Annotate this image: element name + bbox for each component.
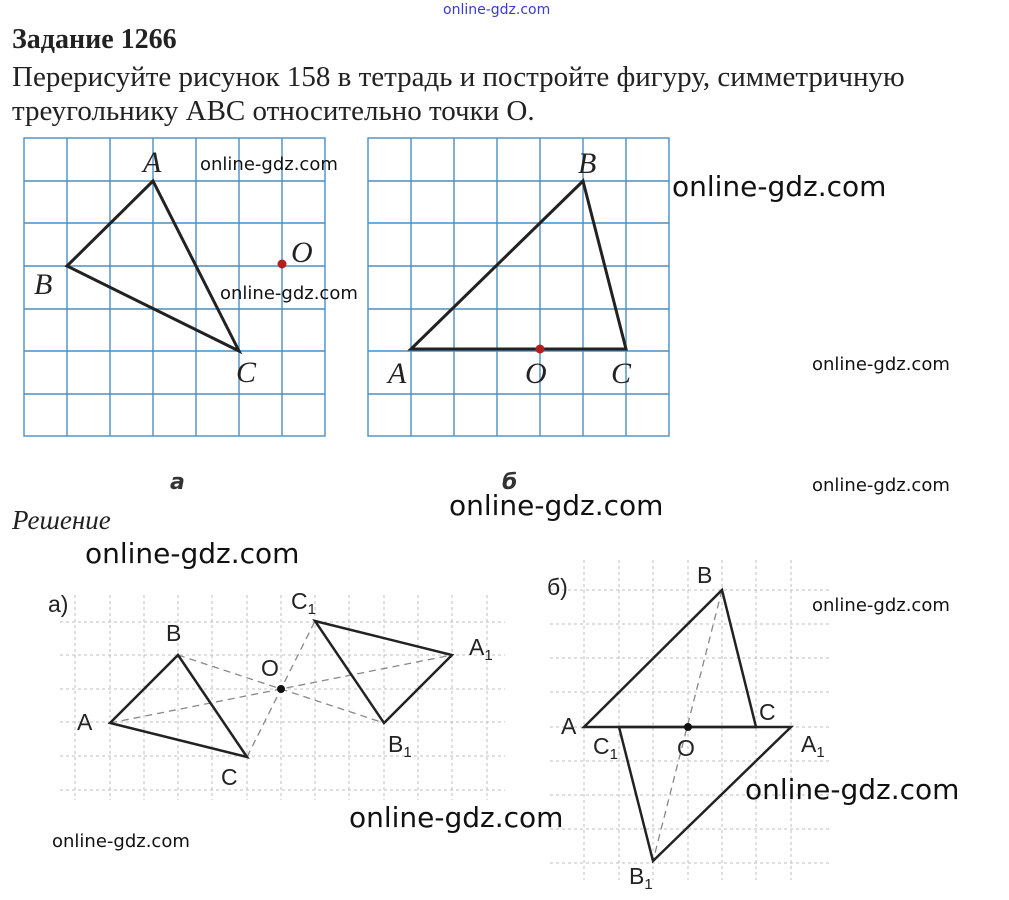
solution-b-label-b: B (697, 562, 713, 588)
figure-a-label-b: B (34, 268, 53, 301)
figure-b-point-o (536, 345, 545, 354)
solution-b-label-c: C (759, 699, 776, 725)
figure-a-label-c: C (236, 356, 257, 389)
solution-b-label-o: O (677, 735, 695, 761)
figure-b-grid (368, 138, 669, 436)
figure-b-triangle-abc (411, 181, 626, 349)
watermark: online-gdz.com (449, 489, 664, 522)
watermark: online-gdz.com (812, 595, 950, 616)
figure-b-label-b: B (578, 147, 597, 180)
solution-a-point-o (277, 685, 285, 693)
figure-b-label-o: O (525, 357, 547, 390)
solution-b-label-a: A (561, 713, 577, 739)
watermark: online-gdz.com (220, 283, 358, 304)
solution-a-label-a: A (77, 709, 93, 735)
solution-a-label-o: O (261, 655, 279, 681)
watermark: online-gdz.com (349, 801, 564, 834)
solution-b-point-o (684, 723, 692, 731)
solution-b-label-c1: $C_1$ (593, 733, 618, 763)
figure-b-caption: б (502, 470, 518, 495)
figure-a-label-a: A (143, 146, 162, 179)
solution-a-label-b1: $B_1$ (388, 731, 412, 761)
solution-a-tag: а) (48, 591, 69, 617)
figure-a-point-o (278, 260, 287, 269)
solution-label: Решение (12, 505, 111, 535)
watermark-top: online-gdz.com (443, 2, 551, 18)
solution-a-label-a1: $A_1$ (469, 634, 493, 664)
solution-a-label-c: C (221, 764, 238, 790)
solution-b-label-a1: $A_1$ (801, 731, 825, 761)
watermark: online-gdz.com (812, 475, 950, 496)
watermark: online-gdz.com (85, 537, 300, 570)
solution-a-label-b: B (166, 620, 182, 646)
solution-b-label-b1: $B_1$ (629, 863, 653, 893)
solution-a-grid (60, 595, 505, 800)
watermark: online-gdz.com (52, 831, 190, 852)
figure-a-caption: а (170, 470, 185, 495)
solution-a-triangle-a1b1c1 (315, 621, 452, 723)
watermark: online-gdz.com (672, 170, 887, 203)
task-text: Перерисуйте рисунок 158 в тетрадь и постройте фигуру, симметричную треугольнику ABC относительно точки O. (12, 61, 905, 127)
figure-a-label-o: O (291, 236, 313, 269)
watermark: online-gdz.com (200, 154, 338, 175)
figure-b-label-a: A (388, 357, 407, 390)
task-title: Задание 1266 (12, 24, 177, 55)
solution-a-label-c1: $C_1$ (291, 588, 316, 618)
watermark: online-gdz.com (812, 354, 950, 375)
watermark: online-gdz.com (745, 773, 960, 806)
figure-b-label-c: C (611, 357, 632, 390)
solution-b-tag: б) (547, 574, 568, 600)
